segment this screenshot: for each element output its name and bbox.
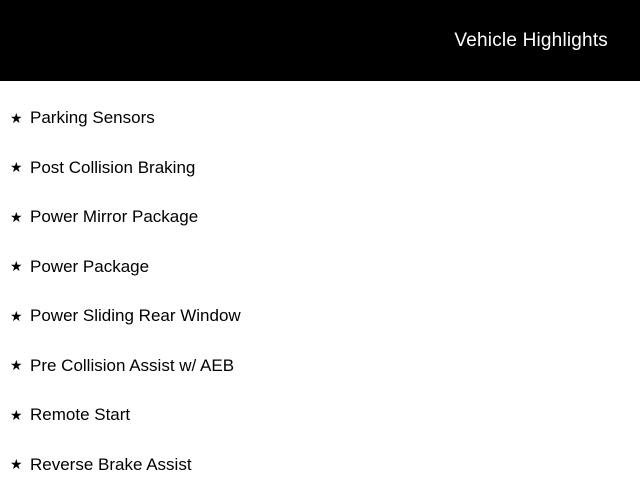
list-item bbox=[0, 390, 640, 440]
star-icon: ★ bbox=[10, 358, 30, 372]
feature-label: Post Collision Braking bbox=[30, 159, 195, 176]
list-item bbox=[0, 93, 640, 143]
list-item bbox=[0, 242, 640, 292]
list-item bbox=[0, 143, 640, 193]
vehicle-highlights-list bbox=[0, 81, 640, 489]
feature-label: Power Sliding Rear Window bbox=[30, 307, 241, 324]
list-item bbox=[0, 440, 640, 489]
feature-label: Remote Start bbox=[30, 406, 130, 423]
header-bar bbox=[0, 0, 640, 81]
star-icon: ★ bbox=[10, 259, 30, 273]
feature-label: Pre Collision Assist w/ AEB bbox=[30, 357, 234, 374]
list-item bbox=[0, 192, 640, 242]
feature-label: Reverse Brake Assist bbox=[30, 456, 192, 473]
star-icon: ★ bbox=[10, 160, 30, 174]
list-item bbox=[0, 341, 640, 391]
page-title: Vehicle Highlights bbox=[454, 31, 608, 50]
star-icon: ★ bbox=[10, 210, 30, 224]
star-icon: ★ bbox=[10, 457, 30, 471]
star-icon: ★ bbox=[10, 408, 30, 422]
star-icon: ★ bbox=[10, 309, 30, 323]
feature-label: Power Package bbox=[30, 258, 149, 275]
feature-label: Parking Sensors bbox=[30, 109, 155, 126]
feature-label: Power Mirror Package bbox=[30, 208, 198, 225]
star-icon: ★ bbox=[10, 111, 30, 125]
list-item bbox=[0, 291, 640, 341]
